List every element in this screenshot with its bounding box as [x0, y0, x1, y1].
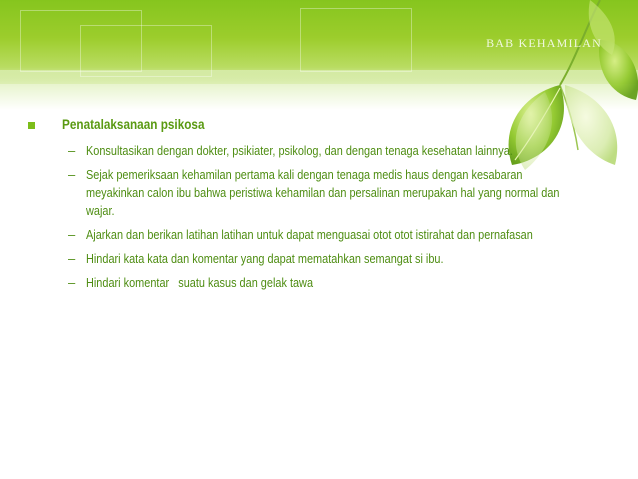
dash-bullet-icon: –	[68, 167, 76, 182]
list-item	[28, 250, 588, 268]
dash-bullet-icon: –	[68, 227, 76, 242]
list-item-text: Hindari komentar suatu kasus dan gelak tawa	[86, 275, 314, 290]
list-item-text: Konsultasikan dengan dokter, psikiater, psikolog, dan dengan tenaga kesehatan lainnya.	[86, 143, 513, 158]
slide-content	[28, 116, 588, 298]
sub-bullet-list	[28, 142, 588, 292]
main-bullet-text: Penatalaksanaan psikosa	[62, 116, 205, 132]
list-item	[28, 274, 588, 292]
square-bullet-icon	[28, 122, 35, 129]
dash-bullet-icon: –	[68, 251, 76, 266]
dash-bullet-icon: –	[68, 143, 76, 158]
list-item	[28, 142, 588, 160]
list-item-text: Ajarkan dan berikan latihan latihan untuk dapat menguasai otot otot istirahat dan pernafasan	[86, 227, 533, 242]
list-item-text: Hindari kata kata dan komentar yang dapat mematahkan semangat si ibu.	[86, 251, 444, 266]
list-item	[28, 226, 588, 244]
dash-bullet-icon: –	[68, 275, 76, 290]
list-item-text: Sejak pemeriksaan kehamilan pertama kali dengan tenaga medis haus dengan kesabaran meyakinkan calon ibu bahwa peristiwa kehamilan dan persalinan merupakan hal yang normal dan wajar.	[86, 167, 560, 218]
header-title: BAB KEHAMILAN	[486, 36, 602, 50]
list-item	[28, 166, 588, 220]
main-bullet-row	[28, 116, 588, 138]
